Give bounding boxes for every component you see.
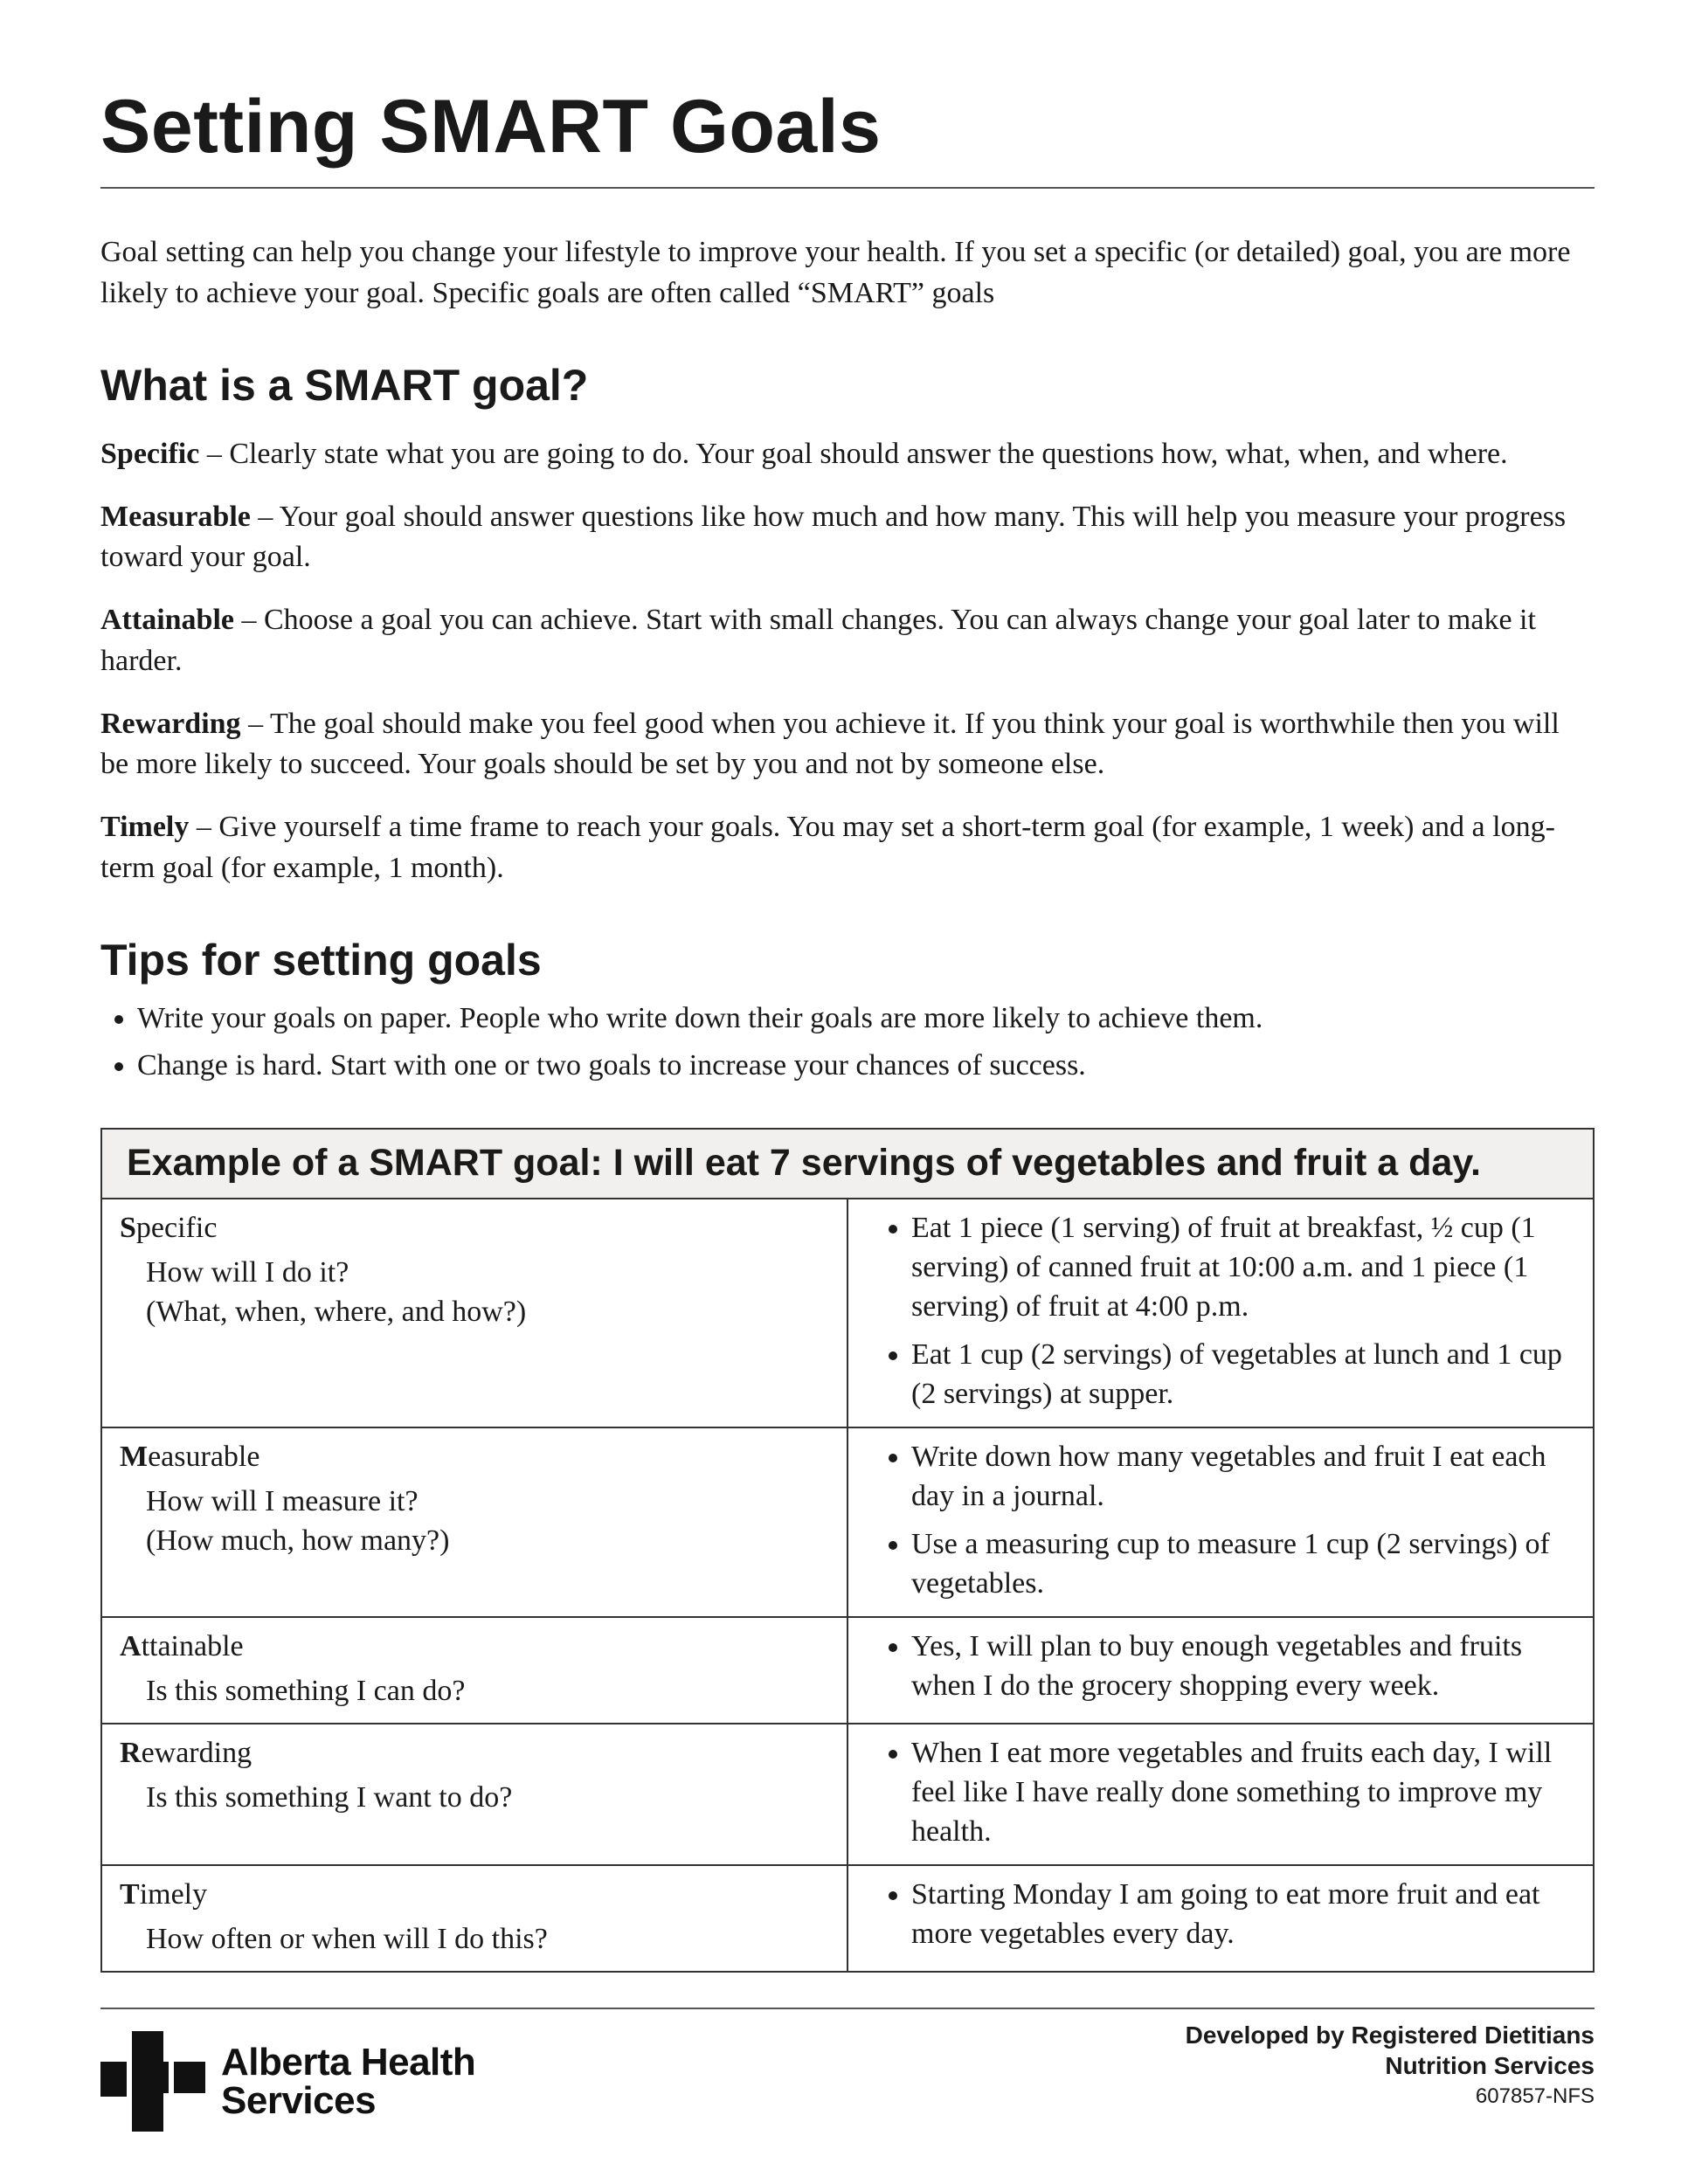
definition-sep: – — [199, 437, 230, 470]
row-question: (How much, how many?) — [146, 1524, 450, 1558]
footer-credits — [1186, 2020, 1595, 2109]
definition-text: Clearly state what you are going to do. Your goal should answer the questions how, what, when, and where. — [229, 437, 1508, 470]
tip-item: • Write your goals on paper. People who write down their goals are more likely to achieve them. — [137, 999, 1595, 1039]
definition-sep: – — [250, 501, 280, 533]
table-row-specific — [101, 1199, 1594, 1427]
row-bullet: • Use a measuring cup to measure 1 cup (2 servings) of vegetables. — [911, 1524, 1581, 1603]
row-label-title — [120, 1437, 829, 1476]
row-bullet: • Write down how many vegetables and fruit I eat each day in a journal. — [911, 1437, 1581, 1516]
table-row-rewarding — [101, 1724, 1594, 1865]
row-question: Is this something I want to do? — [146, 1781, 513, 1814]
row-description — [847, 1724, 1594, 1865]
definition-measurable — [100, 497, 1595, 577]
credit-department: Nutrition Services — [1385, 2052, 1595, 2079]
definition-text: Your goal should answer questions like how much and how many. This will help you measure your progress toward your goal. — [100, 501, 1567, 574]
logo-wordmark — [221, 2040, 476, 2122]
definition-rewarding — [100, 704, 1595, 784]
row-question: (What, when, where, and how?) — [146, 1295, 527, 1328]
row-bullet: • Eat 1 cup (2 servings) of vegetables at lunch and 1 cup (2 servings) at supper. — [911, 1335, 1581, 1413]
row-initial: T — [120, 1877, 140, 1911]
table-row-attainable — [101, 1617, 1594, 1724]
logo-cross-icon — [100, 2031, 205, 2132]
row-initial: A — [120, 1629, 142, 1662]
footer-divider — [100, 2008, 1595, 2009]
table-header: Example of a SMART goal: I will eat 7 servings of vegetables and fruit a day. — [101, 1129, 1594, 1198]
row-label-rest: ttainable — [141, 1629, 244, 1662]
row-label — [101, 1427, 847, 1617]
row-description — [847, 1427, 1594, 1617]
definition-text: Choose a goal you can achieve. Start with small changes. You can always change your goal later to make it harder. — [100, 604, 1536, 677]
row-label-rest: imely — [139, 1877, 208, 1911]
row-label-title — [120, 1875, 829, 1914]
definition-sep: – — [189, 811, 219, 844]
row-description — [847, 1617, 1594, 1724]
document-code: 607857-NFS — [1475, 2084, 1595, 2108]
definition-text: Give yourself a time frame to reach your goals. You may set a short-term goal (for example, 1 week) and a long-term goal (for example, 1 month). — [100, 811, 1555, 884]
definition-term: Specific — [100, 437, 200, 470]
row-question: How will I do it? — [146, 1255, 349, 1289]
row-label-rest: pecific — [135, 1211, 218, 1244]
row-description — [847, 1199, 1594, 1427]
tip-item: • Change is hard. Start with one or two goals to increase your chances of success. — [137, 1046, 1595, 1086]
smart-goal-table — [100, 1128, 1595, 1973]
row-question: How often or when will I do this? — [146, 1922, 548, 1955]
row-bullet: • Yes, I will plan to buy enough vegetables and fruits when I do the grocery shopping every week. — [911, 1627, 1581, 1705]
credit-developed-by: Developed by Registered Dietitians — [1185, 2022, 1595, 2049]
definition-timely — [100, 807, 1595, 888]
row-question: Is this something I can do? — [146, 1674, 466, 1707]
definitions-list — [100, 434, 1595, 888]
row-label-rest: ewarding — [141, 1736, 253, 1769]
row-label — [101, 1199, 847, 1427]
definition-term: Attainable — [100, 604, 234, 637]
definition-term: Measurable — [100, 501, 251, 533]
row-label — [101, 1724, 847, 1865]
document-page — [100, 87, 1595, 1973]
row-label — [101, 1865, 847, 1972]
logo-line-1: Alberta Health — [221, 2040, 476, 2084]
definition-sep: – — [234, 604, 264, 637]
organization-logo — [100, 2031, 475, 2132]
row-bullet: • Eat 1 piece (1 serving) of fruit at breakfast, ½ cup (1 serving) of canned fruit at 10:00 a.m. and 1 piece (1 serving) of fruit at 4:00 p.m. — [911, 1208, 1581, 1327]
row-bullet: • When I eat more vegetables and fruits each day, I will feel like I have really done something to improve my health. — [911, 1733, 1581, 1852]
row-initial: R — [120, 1736, 142, 1769]
page-title: Setting SMART Goals — [100, 85, 882, 169]
title-divider — [100, 187, 1595, 189]
logo-line-2: Services — [221, 2078, 377, 2122]
definition-text: The goal should make you feel good when you achieve it. If you think your goal is worthwhile then you will be more likely to succeed. Your goals should be set by you and not by someone else. — [100, 707, 1560, 781]
tips-list — [100, 999, 1595, 1086]
intro-paragraph: Goal setting can help you change your lifestyle to improve your health. If you set a specific (or detailed) goal, you are more likely to achieve your goal. Specific goals are often called “SMART” goals — [100, 236, 1571, 309]
row-bullet: • Starting Monday I am going to eat more fruit and eat more vegetables every day. — [911, 1875, 1581, 1953]
table-row-timely — [101, 1865, 1594, 1972]
row-label-title — [120, 1733, 829, 1773]
row-description — [847, 1865, 1594, 1972]
definition-attainable — [100, 600, 1595, 681]
row-question: How will I measure it? — [146, 1484, 419, 1517]
row-initial: S — [120, 1211, 136, 1244]
definition-specific — [100, 434, 1595, 474]
definition-term: Timely — [100, 811, 190, 844]
row-label-title — [120, 1208, 829, 1248]
row-label-rest: easurable — [148, 1440, 260, 1473]
row-label-title — [120, 1627, 829, 1666]
table-row-measurable — [101, 1427, 1594, 1617]
row-label — [101, 1617, 847, 1724]
what-heading: What is a SMART goal? — [100, 360, 589, 410]
definition-sep: – — [240, 707, 270, 740]
definition-term: Rewarding — [100, 707, 241, 740]
row-initial: M — [120, 1440, 149, 1473]
tips-heading: Tips for setting goals — [100, 935, 542, 985]
